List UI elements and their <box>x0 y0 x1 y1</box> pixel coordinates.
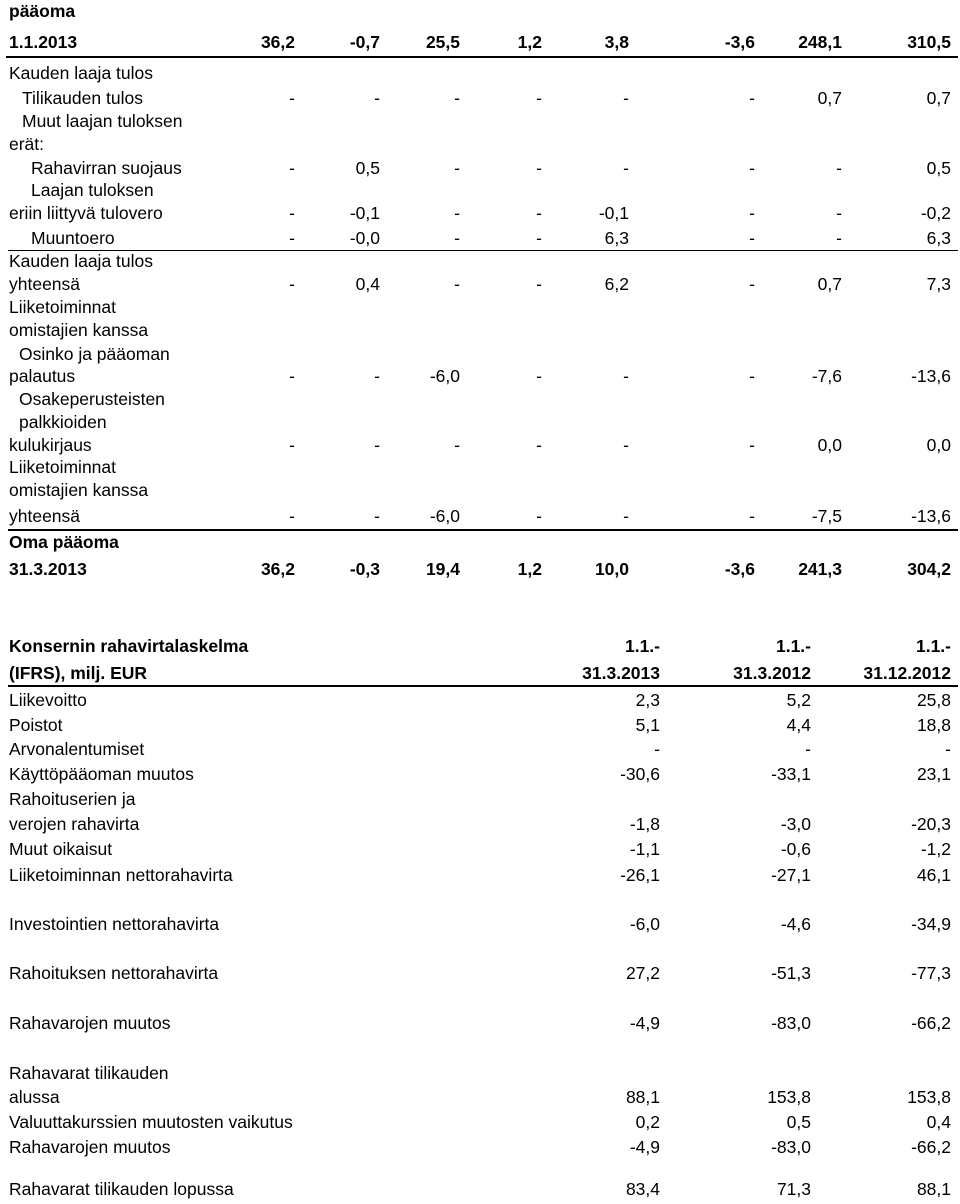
cf-value-cell: -26,1 <box>620 865 660 885</box>
value-cell: - <box>749 158 755 178</box>
cf-header-divider <box>8 685 958 687</box>
value-cell: - <box>374 506 380 526</box>
value-cell: - <box>836 158 842 178</box>
value-cell: 310,5 <box>907 32 951 52</box>
other-items-label-1: Muut laajan tuloksen <box>22 111 183 131</box>
translation-row <box>0 227 960 249</box>
value-cell: 0,4 <box>355 274 380 294</box>
cf-value-cell: - <box>945 739 951 759</box>
cf-row-label: Arvonalentumiset <box>9 739 145 759</box>
value-cell: 0,5 <box>926 158 951 178</box>
value-cell: - <box>289 203 295 223</box>
value-cell: 0,7 <box>817 88 842 108</box>
profit-row <box>0 87 960 109</box>
value-cell: -0,3 <box>349 559 380 579</box>
equity-heading-tail: pääoma <box>9 1 76 21</box>
value-cell: -7,6 <box>811 366 842 386</box>
cf-value-cell: 2,3 <box>635 690 660 710</box>
value-cell: 1,2 <box>517 559 542 579</box>
cf-value-cell: -1,8 <box>629 814 660 834</box>
cf-value-cell: 0,4 <box>926 1112 951 1132</box>
value-cell: - <box>749 435 755 455</box>
value-cell: - <box>536 228 542 248</box>
value-cell: - <box>749 506 755 526</box>
value-cell: -0,2 <box>920 203 951 223</box>
cf-value-cell: -34,9 <box>911 914 951 934</box>
cf-value-cell: -66,2 <box>911 1137 951 1157</box>
cf-value-cell: -6,0 <box>629 914 660 934</box>
value-cell: 304,2 <box>907 559 951 579</box>
tax-label-1: Laajan tuloksen <box>31 180 154 200</box>
value-cell: - <box>749 366 755 386</box>
ci-total-row-1 <box>0 250 960 272</box>
cash-flow-hedge-label: Rahavirran suojaus <box>31 158 182 178</box>
cf-header-row-2 <box>0 662 960 684</box>
value-cell: - <box>536 274 542 294</box>
value-cell: 19,4 <box>425 559 460 579</box>
cf-row <box>0 689 960 711</box>
cf-row <box>0 1086 960 1108</box>
cf-value-cell: 0,2 <box>635 1112 660 1132</box>
cf-row <box>0 1062 960 1084</box>
ci-heading-row <box>0 62 960 84</box>
tax-row-1 <box>0 179 960 201</box>
share-based-label-3: kulukirjaus <box>9 435 92 455</box>
cf-value-cell: -66,2 <box>911 1013 951 1033</box>
closing-label-1: Oma pääoma <box>9 532 119 552</box>
cf-col-3-bottom: 31.12.2012 <box>863 663 951 683</box>
cf-value-cell: -83,0 <box>771 1137 811 1157</box>
tax-row <box>0 202 960 224</box>
opening-balance-label: 1.1.2013 <box>9 32 78 52</box>
value-cell: 10,0 <box>594 559 629 579</box>
value-cell: - <box>454 158 460 178</box>
cf-row <box>0 864 960 886</box>
value-cell: - <box>836 228 842 248</box>
other-items-row-1 <box>0 110 960 132</box>
value-cell: - <box>289 158 295 178</box>
cf-row <box>0 813 960 835</box>
share-based-row-2 <box>0 411 960 433</box>
value-cell: - <box>454 228 460 248</box>
closing-balance-row <box>0 558 960 580</box>
cf-value-cell: -20,3 <box>911 814 951 834</box>
value-cell: - <box>536 88 542 108</box>
dividend-row-1 <box>0 343 960 365</box>
value-cell: -7,5 <box>811 506 842 526</box>
cf-col-2-bottom: 31.3.2012 <box>733 663 811 683</box>
cf-row <box>0 763 960 785</box>
cf-row-label: Rahavarojen muutos <box>9 1137 171 1157</box>
cf-header-row-1 <box>0 635 960 657</box>
owners-total-row-1 <box>0 456 960 478</box>
cf-row <box>0 1012 960 1034</box>
cf-row <box>0 738 960 760</box>
owners-heading-row-2 <box>0 319 960 341</box>
owners-total-label-2: omistajien kanssa <box>9 480 149 500</box>
share-based-label-2: palkkioiden <box>19 412 107 432</box>
cf-value-cell: - <box>805 739 811 759</box>
other-items-row-2 <box>0 133 960 155</box>
share-based-row <box>0 434 960 456</box>
cf-row-label: verojen rahavirta <box>9 814 140 834</box>
value-cell: 7,3 <box>926 274 951 294</box>
cf-row-label: Poistot <box>9 715 63 735</box>
closing-label-2: 31.3.2013 <box>9 559 87 579</box>
value-cell: -0,0 <box>349 228 380 248</box>
cf-row <box>0 788 960 810</box>
value-cell: -0,1 <box>598 203 629 223</box>
value-cell: - <box>374 435 380 455</box>
cf-col-1-bottom: 31.3.2013 <box>582 663 660 683</box>
cf-col-1-top: 1.1.- <box>624 636 660 656</box>
value-cell: - <box>536 158 542 178</box>
value-cell: -0,1 <box>349 203 380 223</box>
value-cell: 3,8 <box>604 32 629 52</box>
value-cell: - <box>749 203 755 223</box>
cf-row-label: Valuuttakurssien muutosten vaikutus <box>9 1112 293 1132</box>
value-cell: 241,3 <box>798 559 842 579</box>
cf-value-cell: 83,4 <box>625 1179 660 1199</box>
equity-heading-row <box>0 0 960 22</box>
cf-value-cell: 23,1 <box>916 764 951 784</box>
value-cell: -0,7 <box>349 32 380 52</box>
cf-row-label: Liikevoitto <box>9 690 87 710</box>
value-cell: - <box>623 435 629 455</box>
value-cell: - <box>536 366 542 386</box>
value-cell: - <box>623 158 629 178</box>
value-cell: 36,2 <box>260 32 295 52</box>
value-cell: - <box>454 203 460 223</box>
ci-total-row <box>0 273 960 295</box>
value-cell: - <box>749 228 755 248</box>
value-cell: - <box>749 88 755 108</box>
owners-total-row <box>0 505 960 527</box>
cf-value-cell: - <box>654 739 660 759</box>
value-cell: - <box>289 274 295 294</box>
value-cell: 6,3 <box>604 228 629 248</box>
value-cell: 0,5 <box>355 158 380 178</box>
value-cell: -6,0 <box>429 506 460 526</box>
value-cell: - <box>623 366 629 386</box>
value-cell: - <box>749 274 755 294</box>
cf-col-3-top: 1.1.- <box>915 636 951 656</box>
cf-row <box>0 1111 960 1133</box>
value-cell: - <box>536 203 542 223</box>
cf-row-label: Käyttöpääoman muutos <box>9 764 194 784</box>
value-cell: 6,3 <box>926 228 951 248</box>
value-cell: - <box>289 228 295 248</box>
cf-value-cell: -1,1 <box>629 839 660 859</box>
dividend-label-1: Osinko ja pääoman <box>19 344 170 364</box>
value-cell: - <box>454 435 460 455</box>
cf-value-cell: -77,3 <box>911 963 951 983</box>
value-cell: 25,5 <box>425 32 460 52</box>
value-cell: - <box>536 435 542 455</box>
cf-value-cell: -3,0 <box>780 814 811 834</box>
cf-value-cell: 25,8 <box>916 690 951 710</box>
cf-row-label: Rahavarat tilikauden lopussa <box>9 1179 234 1199</box>
other-items-label-2: erät: <box>9 134 45 154</box>
cf-value-cell: -30,6 <box>620 764 660 784</box>
cf-value-cell: 71,3 <box>776 1179 811 1199</box>
dividend-row <box>0 365 960 387</box>
value-cell: - <box>536 506 542 526</box>
value-cell: -13,6 <box>911 366 951 386</box>
cf-value-cell: 18,8 <box>916 715 951 735</box>
value-cell: 0,7 <box>926 88 951 108</box>
value-cell: - <box>836 203 842 223</box>
owners-heading-label-2: omistajien kanssa <box>9 320 149 340</box>
cf-row <box>0 714 960 736</box>
cf-row <box>0 962 960 984</box>
cash-flow-hedge-row <box>0 157 960 179</box>
cf-value-cell: -1,2 <box>920 839 951 859</box>
value-cell: 36,2 <box>260 559 295 579</box>
cf-title-2: (IFRS), milj. EUR <box>9 663 148 683</box>
value-cell: -6,0 <box>429 366 460 386</box>
cf-row-label: Rahoituserien ja <box>9 789 136 809</box>
value-cell: - <box>454 274 460 294</box>
value-cell: -3,6 <box>724 559 755 579</box>
owners-total-row-2 <box>0 479 960 501</box>
cf-value-cell: -0,6 <box>780 839 811 859</box>
value-cell: 0,7 <box>817 274 842 294</box>
share-based-row-1 <box>0 388 960 410</box>
ci-total-label-2: yhteensä <box>9 274 81 294</box>
cf-value-cell: 0,5 <box>786 1112 811 1132</box>
value-cell: - <box>454 88 460 108</box>
share-based-label-1: Osakeperusteisten <box>19 389 165 409</box>
cf-value-cell: -27,1 <box>771 865 811 885</box>
value-cell: - <box>374 366 380 386</box>
cf-row-label: alussa <box>9 1087 60 1107</box>
value-cell: 6,2 <box>604 274 629 294</box>
value-cell: 0,0 <box>817 435 842 455</box>
dividend-label-2: palautus <box>9 366 76 386</box>
value-cell: 0,0 <box>926 435 951 455</box>
value-cell: - <box>289 506 295 526</box>
profit-label: Tilikauden tulos <box>22 88 143 108</box>
value-cell: 1,2 <box>517 32 542 52</box>
closing-row-1 <box>0 531 960 553</box>
cf-row-label: Rahoituksen nettorahavirta <box>9 963 219 983</box>
cf-value-cell: 88,1 <box>625 1087 660 1107</box>
cf-row-label: Rahavarojen muutos <box>9 1013 171 1033</box>
cf-row <box>0 913 960 935</box>
cf-value-cell: 153,8 <box>767 1087 811 1107</box>
cf-value-cell: -33,1 <box>771 764 811 784</box>
opening-divider <box>6 56 958 58</box>
cf-value-cell: -83,0 <box>771 1013 811 1033</box>
owners-total-label-3: yhteensä <box>9 506 81 526</box>
cf-row-label: Rahavarat tilikauden <box>9 1063 169 1083</box>
cf-row <box>0 1136 960 1158</box>
value-cell: - <box>289 88 295 108</box>
translation-label: Muuntoero <box>31 228 115 248</box>
cf-row <box>0 838 960 860</box>
value-cell: - <box>289 435 295 455</box>
value-cell: - <box>623 88 629 108</box>
opening-balance-row <box>0 31 960 53</box>
cf-value-cell: -4,6 <box>780 914 811 934</box>
value-cell: - <box>289 366 295 386</box>
cf-row <box>0 1178 960 1200</box>
cf-value-cell: -4,9 <box>629 1137 660 1157</box>
value-cell: - <box>623 506 629 526</box>
cf-value-cell: 88,1 <box>916 1179 951 1199</box>
cf-value-cell: 46,1 <box>916 865 951 885</box>
cf-value-cell: -51,3 <box>771 963 811 983</box>
cf-value-cell: 5,1 <box>635 715 660 735</box>
tax-label-2: eriin liittyvä tulovero <box>9 203 163 223</box>
cf-value-cell: 4,4 <box>786 715 811 735</box>
owners-total-label-1: Liiketoiminnat <box>9 457 116 477</box>
ci-total-label-1: Kauden laaja tulos <box>9 251 153 271</box>
ci-heading-label: Kauden laaja tulos <box>9 63 153 83</box>
cf-title-1: Konsernin rahavirtalaskelma <box>9 636 249 656</box>
cf-value-cell: 5,2 <box>786 690 811 710</box>
owners-heading-label-1: Liiketoiminnat <box>9 297 116 317</box>
value-cell: 248,1 <box>798 32 842 52</box>
cf-row-label: Muut oikaisut <box>9 839 113 859</box>
value-cell: - <box>374 88 380 108</box>
value-cell: -13,6 <box>911 506 951 526</box>
owners-heading-row-1 <box>0 296 960 318</box>
cf-value-cell: 153,8 <box>907 1087 951 1107</box>
cf-row-label: Liiketoiminnan nettorahavirta <box>9 865 233 885</box>
cf-row-label: Investointien nettorahavirta <box>9 914 220 934</box>
cf-value-cell: -4,9 <box>629 1013 660 1033</box>
cf-value-cell: 27,2 <box>625 963 660 983</box>
value-cell: -3,6 <box>724 32 755 52</box>
cf-col-2-top: 1.1.- <box>775 636 811 656</box>
